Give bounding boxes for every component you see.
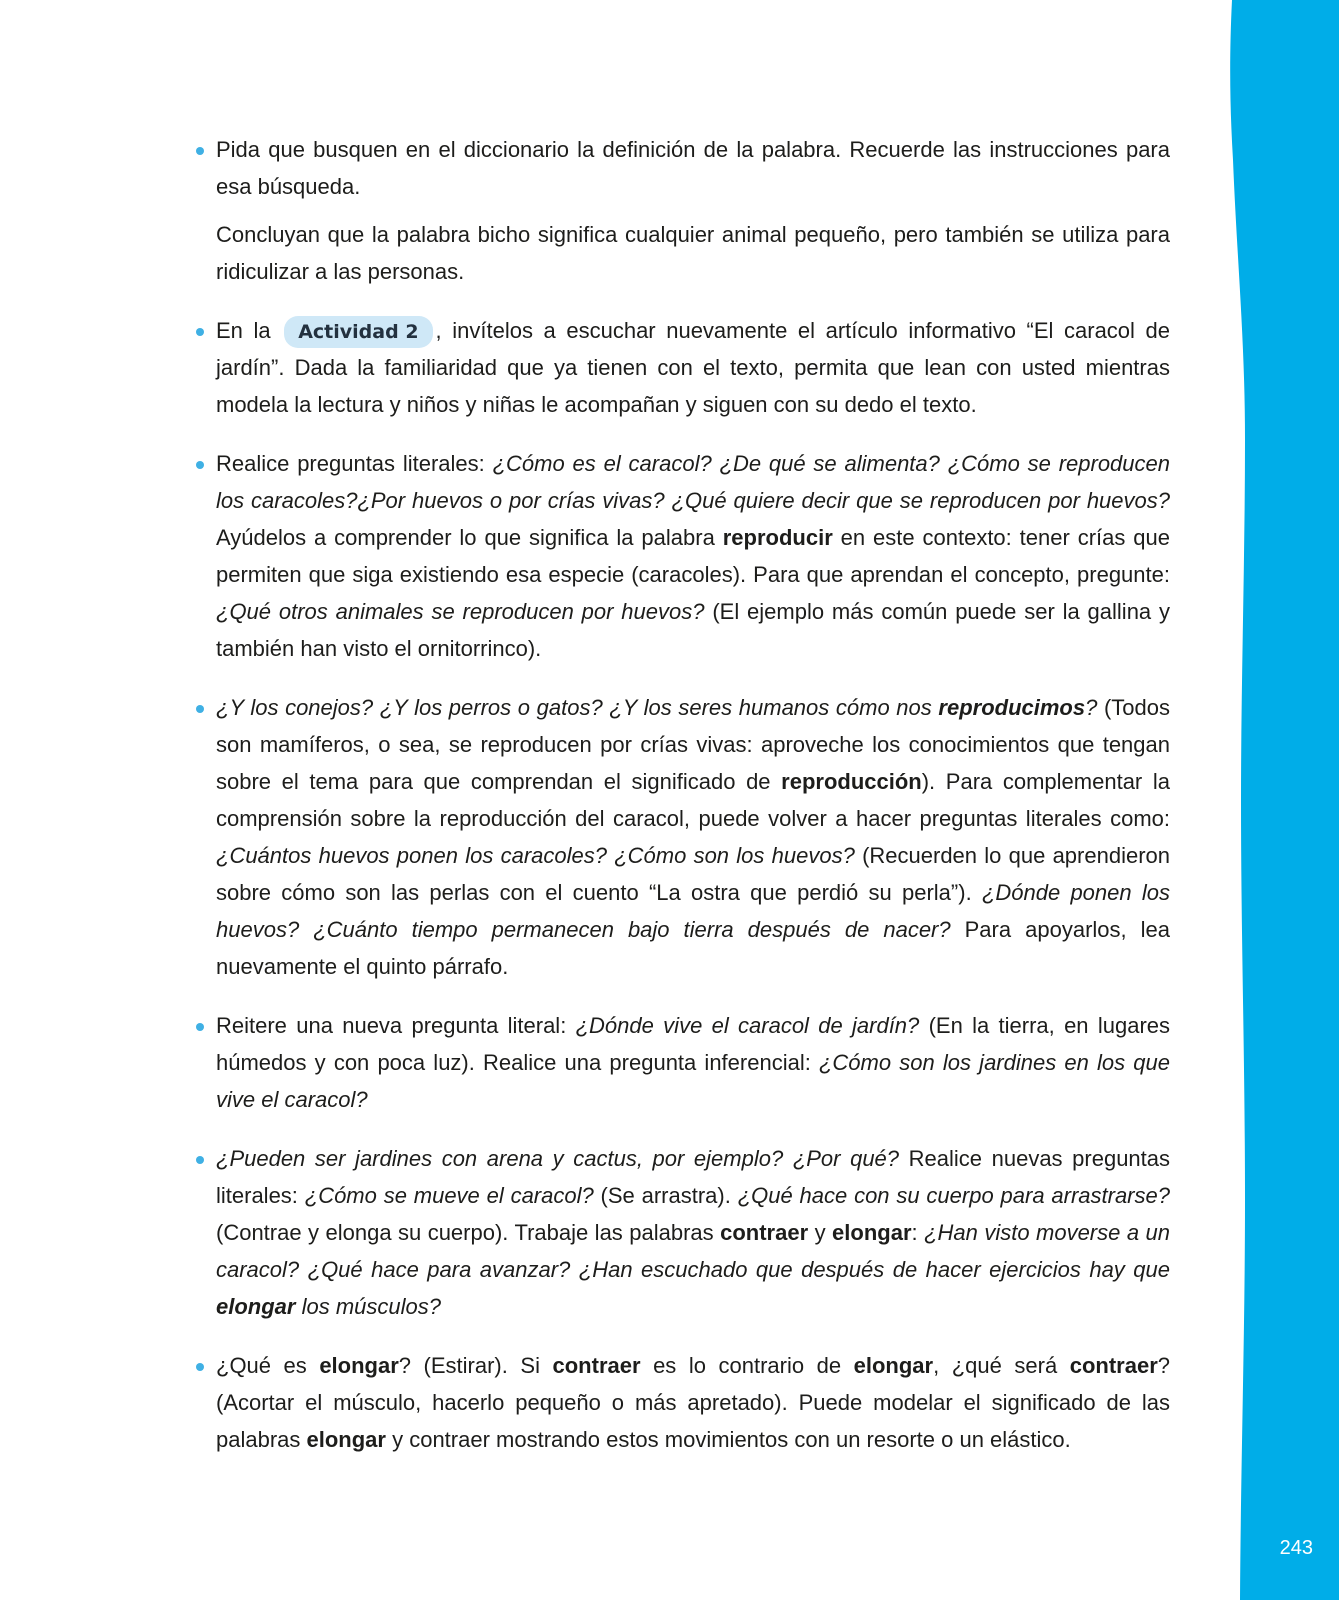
question-italic: ¿Dónde ponen los huevos? ¿Cuánto tiempo permanecen bajo tierra después de nacer?	[216, 880, 1170, 942]
keyword-bold: reproducir	[722, 525, 833, 550]
text-run: (El ejemplo más común puede ser la gallina y también han visto el ornitorrinco).	[216, 599, 1170, 661]
keyword-bold: elongar	[319, 1353, 399, 1378]
side-color-band	[1229, 0, 1339, 1600]
paragraph	[216, 689, 1170, 985]
text-run: En la	[216, 318, 282, 343]
activity-badge: Actividad 2	[284, 316, 432, 348]
keyword-bold: elongar	[306, 1427, 386, 1452]
text-run: Reitere una nueva pregunta literal:	[216, 1013, 576, 1038]
keyword-bold: reproducción	[781, 769, 922, 794]
bullet-item	[196, 1347, 1170, 1458]
paragraph	[216, 131, 1170, 205]
question-italic: ¿Cuántos huevos ponen los caracoles? ¿Cómo son los huevos?	[216, 843, 855, 868]
question-italic: ¿Qué hace con su cuerpo para arrastrarse?	[737, 1183, 1170, 1208]
keyword-bold: contraer	[720, 1220, 809, 1245]
text-run: Ayúdelos a comprender lo que significa la palabra	[216, 525, 723, 550]
text-run: ¿Qué es	[216, 1353, 320, 1378]
paragraph	[216, 216, 1170, 290]
paragraph	[216, 1007, 1170, 1118]
text-run: Pida que busquen en el diccionario la definición de la palabra. Recuerde las instrucciones para esa búsqueda.	[216, 137, 1170, 199]
text-run: Para apoyarlos, lea nuevamente el quinto párrafo.	[216, 917, 1170, 979]
bullet-item	[196, 445, 1170, 667]
keyword-bold: elongar	[853, 1353, 934, 1378]
keyword-bold-italic: elongar	[216, 1294, 296, 1319]
guide-text	[196, 131, 1170, 1480]
question-italic: ¿Han visto moverse a un caracol? ¿Qué hace para avanzar? ¿Han escuchado que después de hacer ejercicios hay que	[216, 1220, 1170, 1282]
question-italic: ¿Pueden ser jardines con arena y cactus, por ejemplo? ¿Por qué?	[216, 1146, 900, 1171]
bullet-item	[196, 1007, 1170, 1118]
paragraph	[216, 1140, 1170, 1325]
question-italic: ¿Cómo se mueve el caracol?	[304, 1183, 594, 1208]
text-run: Concluyan que la palabra bicho significa cualquier animal pequeño, pero también se utiliza para ridiculizar a las personas.	[216, 222, 1170, 284]
bullet-dot-icon	[196, 1363, 204, 1371]
text-run: en este contexto: tener crías que permiten que siga existiendo esa especie (caracoles). Para que aprendan el concepto, pregunte:	[216, 525, 1170, 587]
keyword-bold: contraer	[1069, 1353, 1158, 1378]
text-run: (En la tierra, en lugares húmedos y con poca luz). Realice una pregunta inferencial:	[216, 1013, 1170, 1075]
text-run: Realice preguntas literales:	[216, 451, 493, 476]
question-italic: los músculos?	[295, 1294, 441, 1319]
question-italic: ¿Dónde vive el caracol de jardín?	[575, 1013, 920, 1038]
bullet-dot-icon	[196, 1023, 204, 1031]
text-run: (Se arrastra).	[593, 1183, 738, 1208]
question-italic: ¿Y los conejos? ¿Y los perros o gatos? ¿Y los seres humanos cómo nos	[216, 695, 939, 720]
text-run: , invítelos a escuchar nuevamente el artículo informativo “El caracol de jardín”. Dada la familiaridad que ya tienen con el texto, permita que lean con usted mientras modela la lectura y niños y niñas le acompañan y siguen con su dedo el texto.	[216, 318, 1170, 417]
page-number: 243	[1279, 1537, 1313, 1559]
text-run: , ¿qué será	[933, 1353, 1070, 1378]
text-run: ? (Estirar). Si	[398, 1353, 553, 1378]
paragraph	[216, 445, 1170, 667]
text-run: y contraer mostrando estos movimientos con un resorte o un elástico.	[385, 1427, 1071, 1452]
bullet-dot-icon	[196, 461, 204, 469]
paragraph	[216, 1347, 1170, 1458]
bullet-item	[196, 1140, 1170, 1325]
paragraph	[216, 312, 1170, 423]
bullet-dot-icon	[196, 147, 204, 155]
text-run: Realice nuevas preguntas literales:	[216, 1146, 1171, 1208]
keyword-bold: elongar	[832, 1220, 912, 1245]
text-run: y	[808, 1220, 833, 1245]
keyword-bold: contraer	[552, 1353, 641, 1378]
text-run: (Recuerden lo que aprendieron sobre cómo son las perlas con el cuento “La ostra que perdió su perla”).	[216, 843, 1170, 905]
bullet-item	[196, 131, 1170, 290]
text-run: ). Para complementar la comprensión sobre la reproducción del caracol, puede volver a hacer preguntas literales como:	[216, 769, 1170, 831]
text-run: ? (Acortar el músculo, hacerlo pequeño o más apretado). Puede modelar el significado de las palabras	[216, 1353, 1171, 1452]
bullet-dot-icon	[196, 328, 204, 336]
keyword-bold-italic: reproducimos	[938, 695, 1086, 720]
question-italic: ¿Cómo son los jardines en los que vive el caracol?	[216, 1050, 1170, 1112]
text-run: :	[911, 1220, 925, 1245]
bullet-item	[196, 689, 1170, 985]
wavy-band-shape	[1229, 0, 1339, 1600]
text-run: (Todos son mamíferos, o sea, se reproducen por crías vivas: aproveche los conocimientos que tengan sobre el tema para que comprendan el significado de	[216, 695, 1170, 794]
question-italic: ¿Cómo es el caracol? ¿De qué se alimenta? ¿Cómo se reproducen los caracoles?¿Por huevos o por crías vivas? ¿Qué quiere decir que se reproducen por huevos?	[216, 451, 1171, 513]
text-run: (Contrae y elonga su cuerpo). Trabaje las palabras	[216, 1220, 721, 1245]
bullet-dot-icon	[196, 1156, 204, 1164]
bullet-item	[196, 312, 1170, 423]
question-italic: ¿Qué otros animales se reproducen por huevos?	[216, 599, 705, 624]
bullet-dot-icon	[196, 705, 204, 713]
text-run: es lo contrario de	[640, 1353, 854, 1378]
question-italic: ?	[1085, 695, 1098, 720]
